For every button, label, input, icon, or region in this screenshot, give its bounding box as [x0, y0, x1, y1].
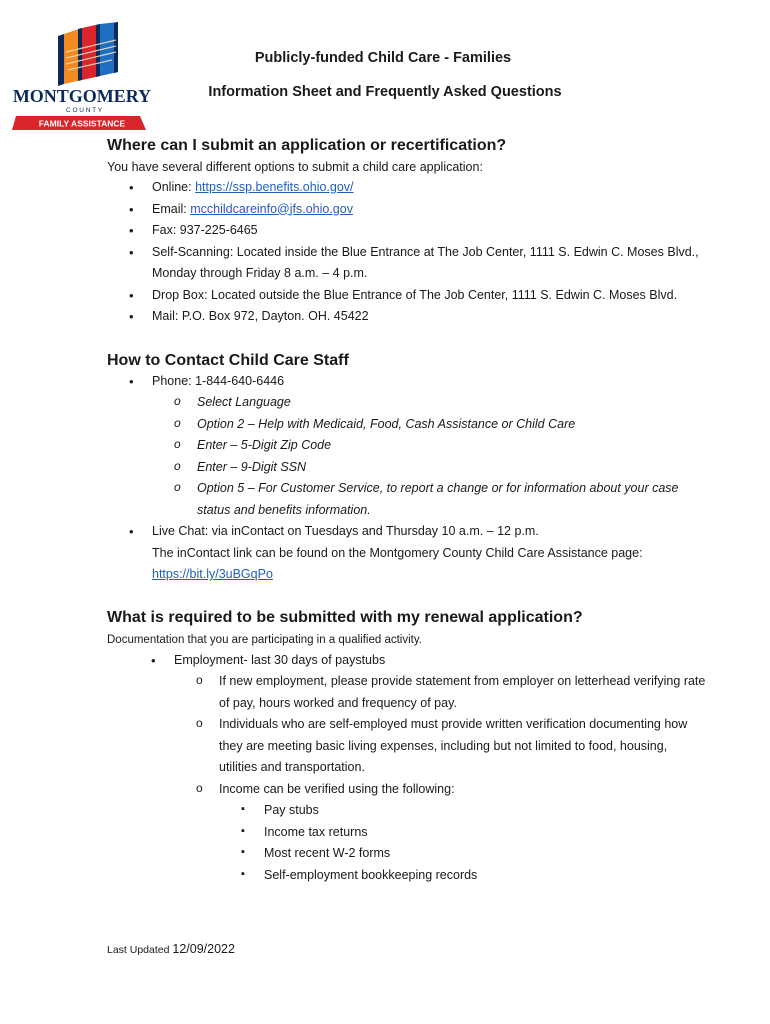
section-renewal-requirements — [107, 608, 707, 887]
requirements-list — [107, 650, 707, 887]
employment-detail: o Individuals who are self-employed must provide written verification documenting how they are meeting basic living expenses, including but not limited to food, housing, utilities and transportation. — [174, 714, 707, 779]
employment-detail: o Income can be verified using the following: ▪ Pay stubs ▪ Income tax returns ▪ Most recent W-2 forms ▪ Self-employment bookkeeping records — [174, 779, 707, 887]
list-item-online: • Online: https://ssp.benefits.ohio.gov/ — [107, 177, 707, 199]
document-subtitle: Information Sheet and Frequently Asked Questions — [208, 84, 562, 100]
phone-options-list — [152, 392, 707, 521]
online-link[interactable]: https://ssp.benefits.ohio.gov/ — [195, 180, 354, 194]
employment-details-list — [174, 671, 707, 886]
document-body — [107, 136, 707, 886]
income-item: ▪ Self-employment bookkeeping records — [219, 865, 707, 887]
last-updated: Last Updated 12/09/2022 — [107, 942, 235, 956]
phone-option: o Option 5 – For Customer Service, to report a change or for information about your case status and benefits information. — [152, 478, 707, 521]
email-link[interactable]: mcchildcareinfo@jfs.ohio.gov — [190, 201, 353, 216]
phone-option: o Select Language — [152, 392, 707, 414]
document-title: Publicly-funded Child Care - Families — [254, 50, 512, 66]
list-item-employment: • Employment- last 30 days of paystubs o If new employment, please provide statement from employer on letterhead verifying rate of pay, hours worked and frequency of pay. o Individuals who are self-employed must provide written verification documenting how they are meeting basic living expenses, including but not limited to food, housing, utilities and transportation. o Income can be verified using the following: ▪ Pay stubs ▪ Income tax returns ▪ Most recent W-2 forms ▪ Self-employment bookkeeping records — [107, 650, 707, 887]
last-updated-date: 12/09/2022 — [172, 942, 235, 956]
section-heading: What is required to be submitted with my renewal application? — [107, 608, 583, 626]
submission-options-list — [107, 177, 707, 328]
list-item-live-chat: • Live Chat: via inContact on Tuesdays and Thursday 10 a.m. – 12 p.m. The inContact link can be found on the Montgomery County Child Care Assistance page: https://bit.ly/3uBGqPo — [107, 521, 707, 586]
section-intro: Documentation that you are participating in a qualified activity. — [107, 633, 422, 646]
phone-option: o Enter – 5-Digit Zip Code — [152, 435, 707, 457]
list-item-mail: • Mail: P.O. Box 972, Dayton. OH. 45422 — [107, 306, 707, 328]
income-item: ▪ Income tax returns — [219, 822, 707, 844]
list-item-self-scanning: • Self-Scanning: Located inside the Blue Entrance at The Job Center, 1111 S. Edwin C. Moses Blvd., Monday through Friday 8 a.m. – 4 p.m. — [107, 242, 707, 285]
section-contact-staff — [107, 351, 707, 586]
section-submit-application — [107, 136, 707, 328]
income-item: ▪ Most recent W-2 forms — [219, 843, 707, 865]
list-item-drop-box: • Drop Box: Located outside the Blue Entrance of The Job Center, 1111 S. Edwin C. Moses Blvd. — [107, 285, 707, 307]
phone-option: o Option 2 – Help with Medicaid, Food, Cash Assistance or Child Care — [152, 414, 707, 436]
phone-option: o Enter – 9-Digit SSN — [152, 457, 707, 479]
section-intro: You have several different options to submit a child care application: — [107, 160, 483, 174]
income-item: ▪ Pay stubs — [219, 800, 707, 822]
income-verification-list — [219, 800, 707, 886]
list-item-fax: • Fax: 937-225-6465 — [107, 220, 707, 242]
logo-banner: FAMILY ASSISTANCE — [38, 118, 126, 129]
contact-list — [107, 371, 707, 586]
child-care-assistance-link[interactable]: https://bit.ly/3uBGqPo — [152, 567, 273, 581]
logo-name: MONTGOMERY — [12, 86, 152, 106]
list-item-email: • Email: mcchildcareinfo@jfs.ohio.gov — [107, 199, 707, 221]
montgomery-county-logo — [12, 22, 152, 134]
section-heading: How to Contact Child Care Staff — [107, 351, 349, 369]
employment-detail: o If new employment, please provide statement from employer on letterhead verifying rate of pay, hours worked and frequency of pay. — [174, 671, 707, 714]
section-heading: Where can I submit an application or recertification? — [107, 137, 507, 154]
logo-county: C O U N T Y — [65, 107, 103, 114]
list-item-phone: • Phone: 1-844-640-6446 o Select Language o Option 2 – Help with Medicaid, Food, Cash Assistance or Child Care o Enter – 5-Digit Zip Code o Enter – 9-Digit SSN o Option 5 – For Customer Service, to report a change or for information about your case status and benefits information. — [107, 371, 707, 522]
